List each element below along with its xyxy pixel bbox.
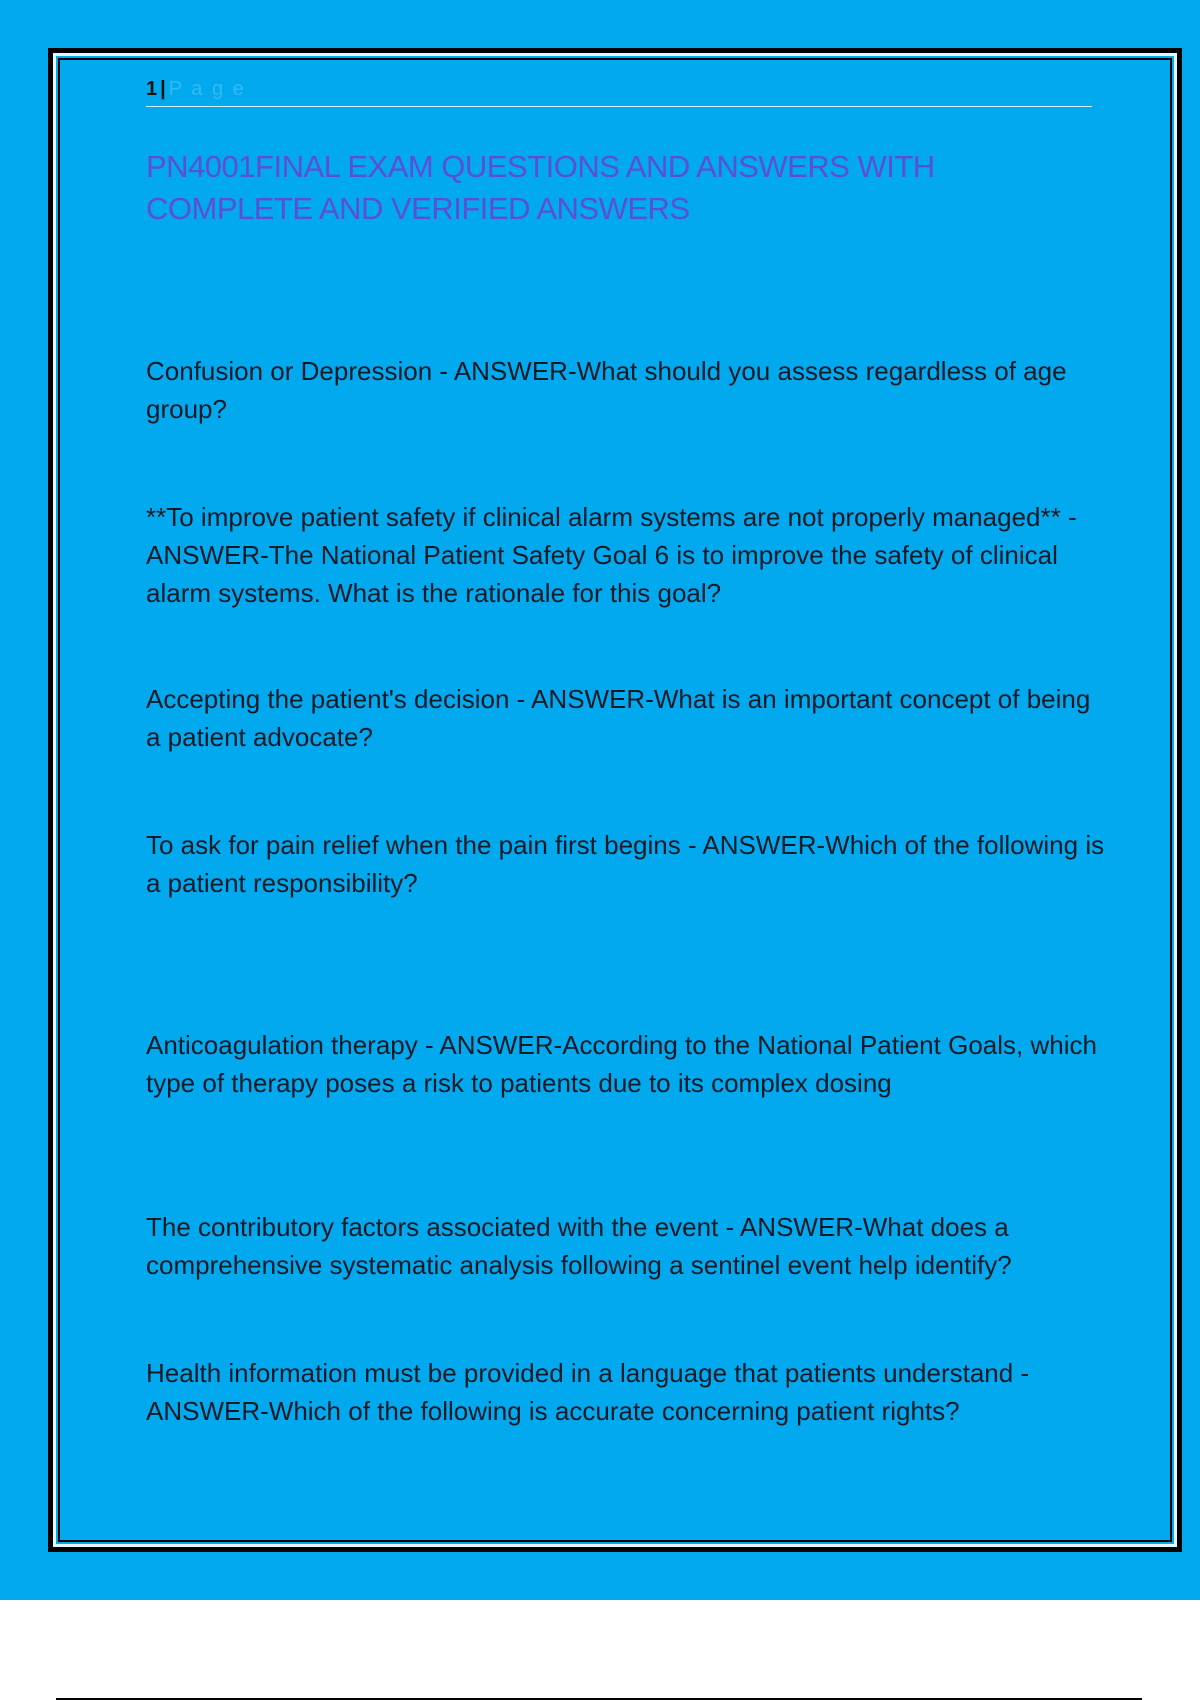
page-header — [146, 74, 1092, 107]
qa-item: Accepting the patient's decision - ANSWER-What is an important concept of being a patient advocate? — [146, 684, 1091, 752]
page-word: P a g e — [168, 78, 246, 100]
qa-item: Anticoagulation therapy - ANSWER-According to the National Patient Goals, which type of therapy poses a risk to patients due to its complex dosing — [146, 1030, 1097, 1098]
page-border-inner — [58, 58, 1172, 1542]
qa-item: Confusion or Depression - ANSWER-What should you assess regardless of age group? — [146, 356, 1067, 424]
qa-item: **To improve patient safety if clinical alarm systems are not properly managed** - ANSWER-The National Patient Safety Goal 6 is to improve the safety of clinical alarm systems. What is the rationale for this goal? — [146, 502, 1077, 608]
document-title: PN4001FINAL EXAM QUESTIONS AND ANSWERS WITH COMPLETE AND VERIFIED ANSWERS — [146, 149, 935, 226]
qa-item: To ask for pain relief when the pain first begins - ANSWER-Which of the following is a patient responsibility? — [146, 830, 1105, 898]
page-separator: | — [160, 78, 166, 100]
qa-item: Health information must be provided in a language that patients understand - ANSWER-Which of the following is accurate concerning patient rights? — [146, 1358, 1030, 1426]
page-number: 1 — [146, 78, 158, 100]
qa-item: The contributory factors associated with the event - ANSWER-What does a comprehensive systematic analysis following a sentinel event help identify? — [146, 1212, 1012, 1280]
